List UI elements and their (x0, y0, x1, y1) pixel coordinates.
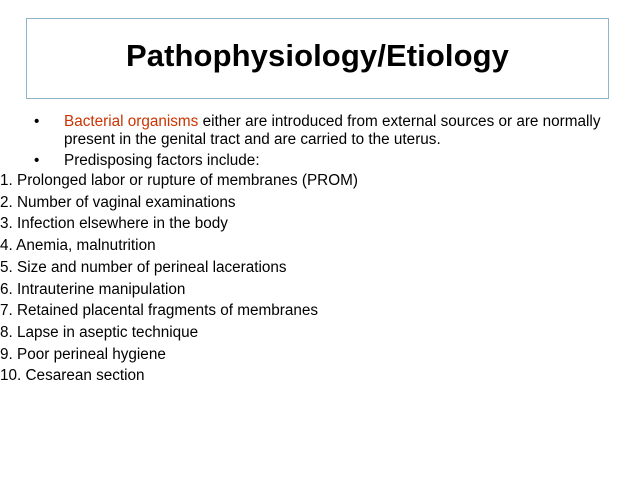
factors-list (0, 170, 624, 387)
factor-item: 7. Retained placental fragments of membranes (0, 302, 319, 320)
title-box (26, 18, 609, 99)
slide-title: Pathophysiology/Etiology (125, 37, 510, 73)
factor-item: 10. Cesarean section (0, 367, 145, 385)
factor-item: 9. Poor perineal hygiene (0, 345, 166, 363)
bullet-item (34, 113, 624, 149)
bullet-text: either are introduced from external sources or are normally present in the genital tract and are carried to the uterus. (64, 113, 601, 148)
factor-item: 2. Number of vaginal examinations (0, 193, 236, 211)
factor-item: 8. Lapse in aseptic technique (0, 323, 199, 341)
bullet-item (34, 152, 624, 170)
bullet-marker: • (34, 113, 40, 130)
bullet-text: Predisposing factors include: (64, 152, 260, 169)
factor-item: 1. Prolonged labor or rupture of membranes (PROM) (0, 172, 358, 189)
bullet-highlight: Bacterial organisms (64, 113, 199, 130)
slide-content (0, 113, 624, 387)
factor-item: 5. Size and number of perineal lacerations (0, 258, 287, 276)
factor-item: 3. Infection elsewhere in the body (0, 215, 228, 233)
bullet-marker: • (34, 152, 40, 169)
factor-item: 4. Anemia, malnutrition (0, 237, 156, 255)
factor-item: 6. Intrauterine manipulation (0, 280, 186, 298)
